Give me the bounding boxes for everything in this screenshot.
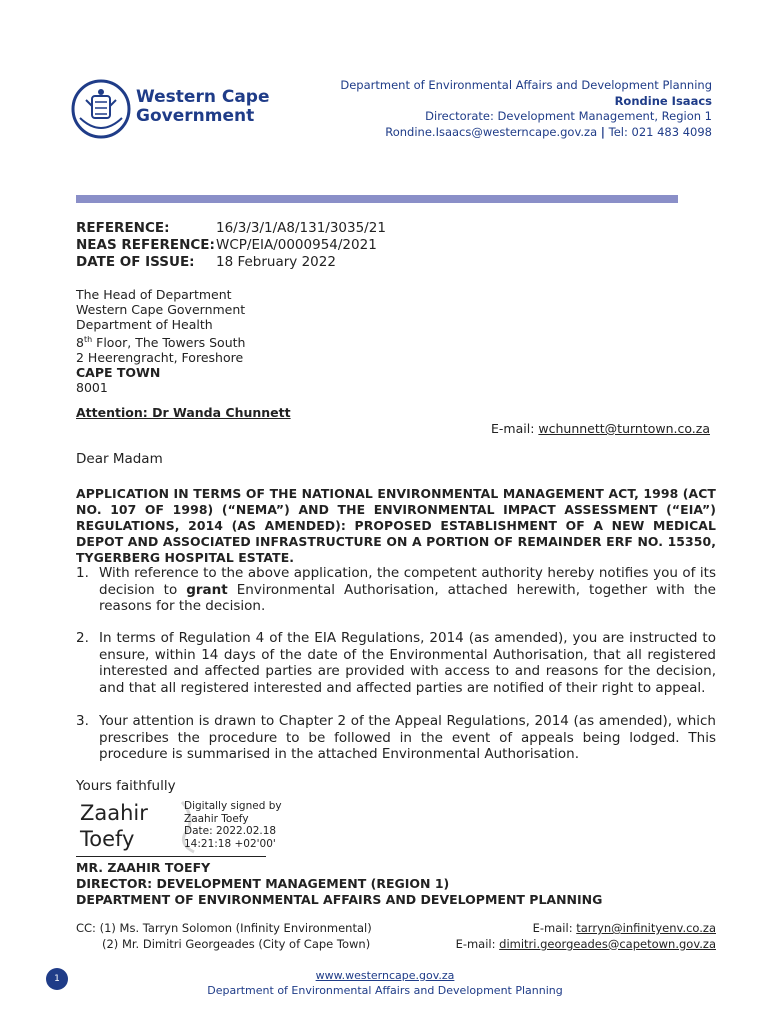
footer-website-link[interactable]: www.westerncape.gov.za xyxy=(315,969,455,982)
signature-name-line1: Zaahir xyxy=(80,801,148,825)
logo xyxy=(70,76,270,144)
page-number-badge: 1 xyxy=(46,968,68,990)
header-contact-line xyxy=(340,125,712,141)
cc-emails: E-mail: tarryn@infinityenv.co.za E-mail: dimitri.georgeades@capetown.gov.za xyxy=(455,921,716,951)
attention-line: Attention: Dr Wanda Chunnett xyxy=(76,405,291,420)
logo-text-line2: Government xyxy=(136,106,255,126)
recipient-address: The Head of Department Western Cape Government Department of Health 8th Floor, The Towers South 2 Heerengracht, Foreshore CAPE TOWN 8001 xyxy=(76,287,246,396)
digital-signature: Zaahir Toefy Digitally signed by Zaahir Toefy Date: 2022.02.18 14:21:18 +02'00' xyxy=(80,798,310,856)
closing: Yours faithfully xyxy=(76,778,176,794)
list-item: 2. In terms of Regulation 4 of the EIA Regulations, 2014 (as amended), you are instructed to ensure, within 14 days of the date of the Environmental Authorisation, that all registered interested and affected parties are provided with access to and reasons for the decision, and that all registered interested and affected parties are notified of their right to appeal. xyxy=(76,630,716,696)
reference-block xyxy=(76,220,386,271)
subject: APPLICATION IN TERMS OF THE NATIONAL ENVIRONMENTAL MANAGEMENT ACT, 1998 (ACT NO. 107 OF 1998) (“NEMA”) AND THE ENVIRONMENTAL IMPACT ASSESSMENT (“EIA”) REGULATIONS, 2014 (AS AMENDED): PROPOSED ESTABLISHMENT OF A NEW MEDICAL DEPOT AND ASSOCIATED INFRASTRUCTURE ON A PORTION OF REMAINDER ERF NO. 15350, TYGERBERG HOSPITAL ESTATE. xyxy=(76,486,716,565)
signature-name-line2: Toefy xyxy=(80,827,135,851)
cc-email-link[interactable]: dimitri.georgeades@capetown.gov.za xyxy=(499,936,716,951)
footer xyxy=(0,968,770,998)
reference-row: REFERENCE: 16/3/3/1/A8/131/3035/21 xyxy=(76,220,386,236)
header-directorate: Directorate: Development Management, Region 1 xyxy=(425,109,712,123)
list-item: 1. With reference to the above application, the competent authority hereby notifies you of its decision to grant Environmental Authorisation, attached herewith, together with the reasons for the decision. xyxy=(76,565,716,614)
signatory-block: MR. ZAAHIR TOEFY DIRECTOR: DEVELOPMENT MANAGEMENT (REGION 1) DEPARTMENT OF ENVIRONMENTAL AFFAIRS AND DEVELOPMENT PLANNING xyxy=(76,860,603,907)
recipient-email: E-mail: wchunnett@turntown.co.za xyxy=(491,421,710,436)
list-item: 3. Your attention is drawn to Chapter 2 of the Appeal Regulations, 2014 (as amended), which prescribes the procedure to be followed in the event of appeals being lodged. This procedure is summarised in the attached Environmental Authorisation. xyxy=(76,713,716,762)
header-rule xyxy=(76,195,678,203)
cc-email-link[interactable]: tarryn@infinityenv.co.za xyxy=(576,921,716,935)
footer-department: Department of Environmental Affairs and Development Planning xyxy=(207,984,563,997)
header-contact xyxy=(340,78,712,140)
reference-row: NEAS REFERENCE:WCP/EIA/0000954/2021 xyxy=(76,237,377,253)
header-contact-name: Rondine Isaacs xyxy=(614,93,712,108)
logo-text-line1: Western Cape xyxy=(136,87,270,107)
reference-row: DATE OF ISSUE: 18 February 2022 xyxy=(76,254,336,270)
recipient-email-link[interactable]: wchunnett@turntown.co.za xyxy=(538,421,710,436)
header-separator: | xyxy=(600,124,605,139)
cc-block: CC: (1) Ms. Tarryn Solomon (Infinity Environmental) (2) Mr. Dimitri Georgeades (City of Cape Town) xyxy=(76,921,372,951)
salutation: Dear Madam xyxy=(76,451,163,467)
coat-of-arms-icon xyxy=(70,78,132,140)
header-tel: Tel: 021 483 4098 xyxy=(608,124,712,139)
signature-line xyxy=(76,856,266,857)
header-department: Department of Environmental Affairs and Development Planning xyxy=(340,78,712,92)
header-email[interactable]: Rondine.Isaacs@westerncape.gov.za xyxy=(385,124,598,139)
